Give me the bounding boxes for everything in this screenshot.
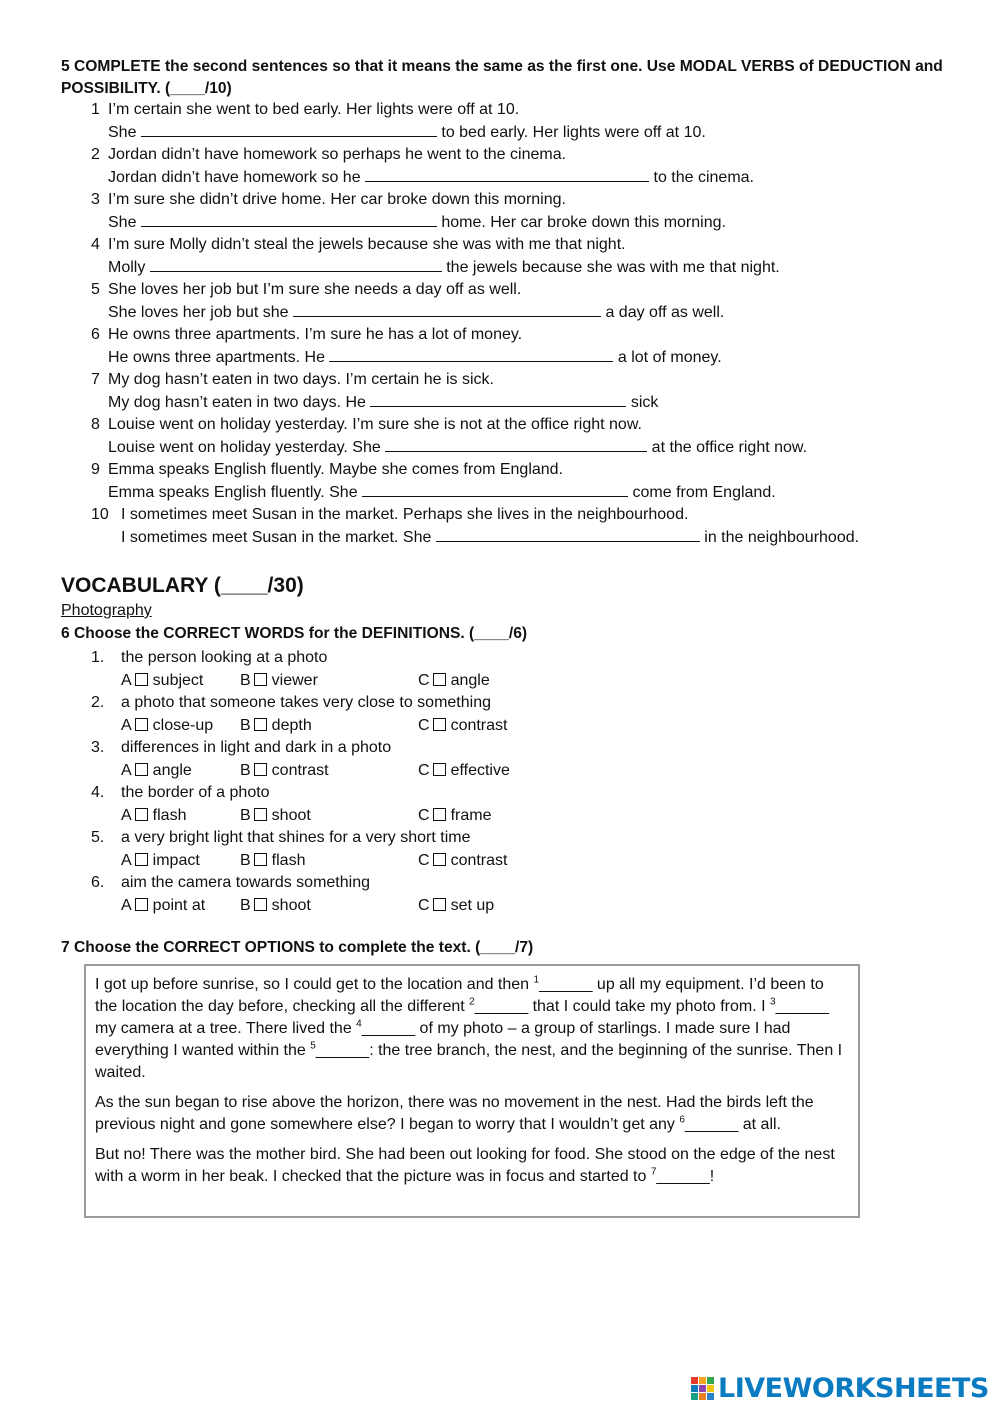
item-number: 8 (91, 416, 100, 433)
option-text: flash (271, 851, 306, 869)
sentence-end: to the cinema. (649, 168, 754, 186)
option-letter: B (240, 671, 251, 689)
checkbox[interactable] (254, 898, 267, 911)
text: I got up before sunrise, so I could get to the location and then (95, 976, 534, 993)
checkbox[interactable] (254, 853, 267, 866)
answer-blank[interactable] (293, 302, 601, 317)
option-text: shoot (271, 896, 311, 914)
option-a[interactable] (121, 670, 203, 692)
option-b[interactable] (240, 805, 311, 827)
sentence-start: Louise went on holiday yesterday. She (108, 438, 386, 456)
option-text: flash (152, 806, 187, 824)
rewrite-sentence (108, 437, 807, 459)
answer-blank[interactable] (385, 437, 647, 452)
exercise-7-title: 7 Choose the CORRECT OPTIONS to complete the text. (____/7) (61, 939, 534, 956)
rewrite-sentence (121, 527, 859, 549)
option-letter: C (418, 851, 430, 869)
item-number: 9 (91, 461, 100, 478)
option-a[interactable] (121, 715, 213, 737)
answer-blank[interactable] (141, 122, 437, 137)
option-text: impact (152, 851, 200, 869)
original-sentence: I’m certain she went to bed early. Her lights were off at 10. (108, 101, 520, 118)
text: But no! There was the mother bird. She had been out looking for food. She stood on the edge of the nest with a worm in her beak. I checked that the picture was in focus and started to (95, 1146, 835, 1185)
rewrite-sentence (108, 392, 658, 414)
exercise-6-title: 6 Choose the CORRECT WORDS for the DEFINITIONS. (____/6) (61, 625, 528, 642)
answer-blank[interactable] (436, 527, 700, 542)
option-text: set up (450, 896, 495, 914)
sentence-end: home. Her car broke down this morning. (436, 213, 726, 231)
definition: aim the camera towards something (121, 874, 370, 891)
option-letter: B (240, 716, 251, 734)
item-number: 2. (91, 694, 105, 711)
sentence-start: Jordan didn’t have homework so he (108, 168, 366, 186)
option-text: close-up (152, 716, 214, 734)
option-text: subject (152, 671, 204, 689)
sentence-end: a lot of money. (613, 348, 722, 366)
checkbox[interactable] (433, 898, 446, 911)
option-text: shoot (271, 806, 311, 824)
option-letter: C (418, 671, 430, 689)
logo-square (707, 1377, 714, 1384)
option-c[interactable] (418, 895, 494, 917)
logo-square (691, 1377, 698, 1384)
logo-square (691, 1393, 698, 1400)
gap-3[interactable]: ______ my camera at a tree. There lived the (95, 998, 829, 1037)
item-number: 2 (91, 146, 100, 163)
original-sentence: I sometimes meet Susan in the market. Perhaps she lives in the neighbourhood. (121, 506, 689, 523)
option-letter: B (240, 851, 251, 869)
definition: differences in light and dark in a photo (121, 739, 392, 756)
exercise-7-text-box (84, 964, 860, 1218)
gap-number: 3 (770, 996, 776, 1008)
option-c[interactable] (418, 805, 491, 827)
gap-number: 4 (356, 1018, 362, 1030)
checkbox[interactable] (433, 673, 446, 686)
item-number: 4. (91, 784, 105, 801)
option-b[interactable] (240, 895, 311, 917)
checkbox[interactable] (254, 763, 267, 776)
sentence-start: She (108, 213, 141, 231)
definition: a very bright light that shines for a very short time (121, 829, 471, 846)
sentence-start: She loves her job but she (108, 303, 294, 321)
option-text: contrast (271, 761, 329, 779)
item-number: 1. (91, 649, 105, 666)
definition: the border of a photo (121, 784, 270, 801)
option-letter: A (121, 671, 132, 689)
original-sentence: Louise went on holiday yesterday. I’m sure she is not at the office right now. (108, 416, 642, 433)
definition: a photo that someone takes very close to something (121, 694, 491, 711)
logo-square (699, 1385, 706, 1392)
option-b[interactable] (240, 670, 318, 692)
sentence-start: Emma speaks English fluently. She (108, 483, 363, 501)
checkbox[interactable] (433, 763, 446, 776)
sentence-start: He owns three apartments. He (108, 348, 330, 366)
logo-square (699, 1377, 706, 1384)
option-text: point at (152, 896, 206, 914)
item-number: 5. (91, 829, 105, 846)
sentence-start: My dog hasn’t eaten in two days. He (108, 393, 371, 411)
checkbox[interactable] (254, 718, 267, 731)
option-a[interactable] (121, 850, 200, 872)
option-letter: B (240, 806, 251, 824)
checkbox[interactable] (135, 763, 148, 776)
option-letter: A (121, 896, 132, 914)
gap-5[interactable]: ______: the tree branch, the nest, and the beginning of the sunrise. Then I waited. (95, 1042, 843, 1081)
gap-number: 2 (469, 996, 475, 1008)
sentence-start: I sometimes meet Susan in the market. She (121, 528, 436, 546)
option-letter: C (418, 806, 430, 824)
item-number: 1 (91, 101, 100, 118)
gap-4[interactable]: ______ of my photo – a group of starlings. I made sure I had everything I wanted within the (95, 1020, 791, 1059)
text: As the sun began to rise above the horizon, there was no movement in the nest. Had the birds left the previous night and gone somewhere else? I began to worry that I wouldn’t get any (95, 1094, 814, 1133)
liveworksheets-logo (691, 1373, 989, 1403)
gap-2[interactable]: ______ that I could take my photo from. I (474, 998, 771, 1015)
rewrite-sentence (108, 122, 706, 144)
rewrite-sentence (108, 347, 722, 369)
answer-blank[interactable] (370, 392, 626, 407)
checkbox[interactable] (254, 808, 267, 821)
rewrite-sentence (108, 257, 780, 279)
checkbox[interactable] (135, 853, 148, 866)
original-sentence: My dog hasn’t eaten in two days. I’m certain he is sick. (108, 371, 494, 388)
gap-7[interactable]: ______! (656, 1168, 715, 1185)
item-number: 5 (91, 281, 100, 298)
item-number: 10 (91, 506, 109, 523)
rewrite-sentence (108, 167, 754, 189)
sentence-end: to bed early. Her lights were off at 10. (436, 123, 706, 141)
option-c[interactable] (418, 850, 507, 872)
item-number: 6 (91, 326, 100, 343)
sentence-end: at the office right now. (647, 438, 808, 456)
option-text: frame (450, 806, 492, 824)
option-text: effective (450, 761, 510, 779)
checkbox[interactable] (433, 718, 446, 731)
answer-blank[interactable] (141, 212, 437, 227)
item-number: 4 (91, 236, 100, 253)
sentence-start: Molly (108, 258, 150, 276)
answer-blank[interactable] (365, 167, 649, 182)
option-a[interactable] (121, 805, 186, 827)
option-c[interactable] (418, 670, 490, 692)
vocabulary-heading: VOCABULARY (____/30) (61, 574, 304, 597)
gap-1[interactable]: ______ up all my equipment. I’d been to the location the day before, checking all the different (95, 976, 824, 1015)
logo-square (707, 1393, 714, 1400)
definition: the person looking at a photo (121, 649, 328, 666)
sentence-end: sick (626, 393, 659, 411)
gap-number: 1 (533, 974, 540, 986)
option-a[interactable] (121, 760, 192, 782)
rewrite-sentence (108, 302, 724, 324)
checkbox[interactable] (135, 898, 148, 911)
answer-blank[interactable] (329, 347, 613, 362)
sentence-start: She (108, 123, 141, 141)
option-letter: C (418, 716, 430, 734)
rewrite-sentence (108, 482, 776, 504)
gap-number: 6 (679, 1114, 685, 1126)
gap-number: 7 (650, 1166, 657, 1178)
answer-blank[interactable] (362, 482, 628, 497)
item-number: 6. (91, 874, 105, 891)
paragraph-3 (95, 1144, 849, 1188)
item-number: 3 (91, 191, 100, 208)
sentence-end: a day off as well. (601, 303, 725, 321)
photography-subheading: Photography (61, 602, 152, 619)
option-letter: A (121, 806, 132, 824)
option-b[interactable] (240, 715, 312, 737)
checkbox[interactable] (433, 808, 446, 821)
original-sentence: I’m sure Molly didn’t steal the jewels because she was with me that night. (108, 236, 626, 253)
logo-grid-icon (691, 1377, 714, 1400)
item-number: 3. (91, 739, 105, 756)
option-letter: B (240, 896, 251, 914)
original-sentence: He owns three apartments. I’m sure he has a lot of money. (108, 326, 523, 343)
option-c[interactable] (418, 715, 507, 737)
sentence-end: the jewels because she was with me that night. (441, 258, 780, 276)
option-a[interactable] (121, 895, 205, 917)
logo-square (707, 1385, 714, 1392)
sentence-end: in the neighbourhood. (699, 528, 860, 546)
original-sentence: Jordan didn’t have homework so perhaps he went to the cinema. (108, 146, 567, 163)
rewrite-sentence (108, 212, 726, 234)
option-text: contrast (450, 851, 508, 869)
logo-text: LIVEWORKSHEETS (718, 1372, 989, 1404)
option-letter: A (121, 761, 132, 779)
logo-square (699, 1393, 706, 1400)
option-text: angle (152, 761, 192, 779)
paragraph-1 (95, 974, 849, 1084)
gap-6[interactable]: ______ at all. (684, 1116, 781, 1133)
option-c[interactable] (418, 760, 510, 782)
original-sentence: She loves her job but I’m sure she needs a day off as well. (108, 281, 522, 298)
option-b[interactable] (240, 850, 305, 872)
option-letter: C (418, 896, 430, 914)
option-text: contrast (450, 716, 508, 734)
checkbox[interactable] (135, 673, 148, 686)
checkbox[interactable] (433, 853, 446, 866)
paragraph-2 (95, 1092, 849, 1136)
option-text: viewer (271, 671, 318, 689)
option-b[interactable] (240, 760, 329, 782)
answer-blank[interactable] (150, 257, 442, 272)
option-letter: A (121, 851, 132, 869)
sentence-end: come from England. (628, 483, 776, 501)
checkbox[interactable] (135, 808, 148, 821)
logo-square (691, 1385, 698, 1392)
option-text: depth (271, 716, 312, 734)
checkbox[interactable] (135, 718, 148, 731)
option-letter: A (121, 716, 132, 734)
checkbox[interactable] (254, 673, 267, 686)
exercise-5-title: 5 COMPLETE the second sentences so that it means the same as the first one. Use MODAL VERBS of DEDUCTION and POSSIBILITY. (____/10) (61, 58, 943, 97)
original-sentence: Emma speaks English fluently. Maybe she comes from England. (108, 461, 564, 478)
item-number: 7 (91, 371, 100, 388)
original-sentence: I’m sure she didn’t drive home. Her car broke down this morning. (108, 191, 566, 208)
option-letter: C (418, 761, 430, 779)
gap-number: 5 (310, 1040, 316, 1052)
option-letter: B (240, 761, 251, 779)
option-text: angle (450, 671, 490, 689)
